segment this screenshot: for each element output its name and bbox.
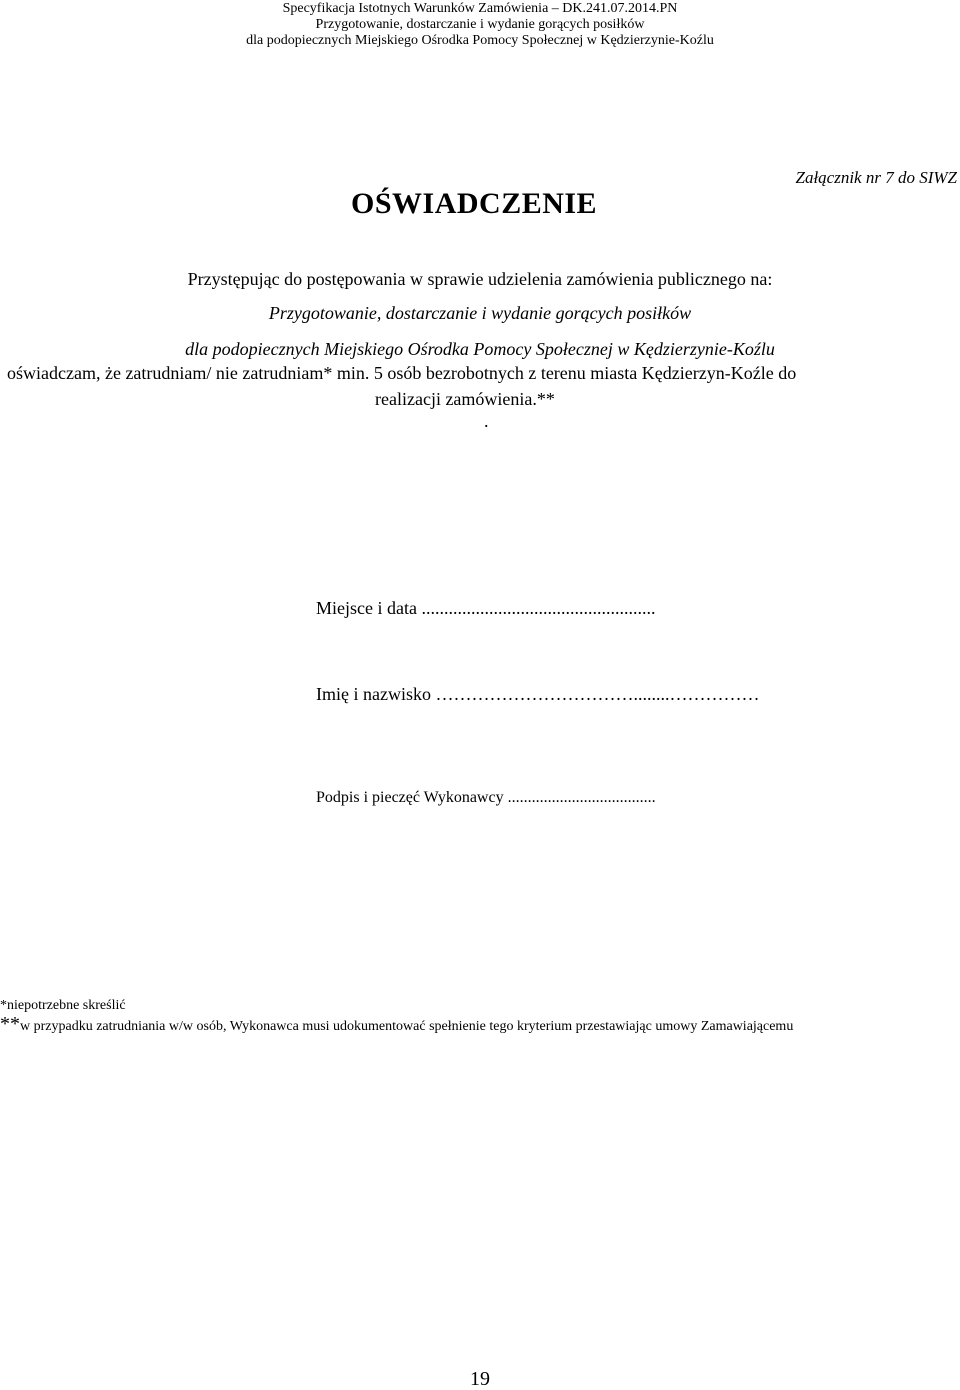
- page-number: 19: [470, 1368, 490, 1390]
- header-line-3: dla podopiecznych Miejskiego Ośrodka Pomocy Społecznej w Kędzierzynie-Koźlu: [246, 33, 714, 48]
- declaration-line-1: oświadczam, że zatrudniam/ nie zatrudniam* min. 5 osób bezrobotnych z terenu miasta Kędzierzyn-Koźle do: [7, 363, 797, 383]
- footnote-1: *niepotrzebne skreślić: [0, 998, 126, 1013]
- footnote-2-text: w przypadku zatrudniania w/w osób, Wykonawca musi udokumentować spełnienie tego kryterium przestawiając umowy Zamawiającemu: [20, 1019, 794, 1034]
- annex-label: Załącznik nr 7 do SIWZ: [795, 168, 957, 187]
- name-field: Imię i nazwisko ……………………………........……………: [316, 684, 760, 704]
- footnote-2: [0, 1013, 794, 1035]
- signature-field: Podpis i pieczęć Wykonawcy .....................................: [316, 789, 656, 806]
- header-line-1: Specyfikacja Istotnych Warunków Zamówienia – DK.241.07.2014.PN: [282, 1, 678, 16]
- declaration-dot: .: [484, 411, 489, 431]
- statement-intro: Przystępując do postępowania w sprawie udzielenia zamówienia publicznego na:: [187, 269, 773, 289]
- place-date-field: Miejsce i data ....................................................: [316, 598, 656, 618]
- declaration-line-2: realizacji zamówienia.**: [375, 389, 555, 409]
- footnote-2-mark: **: [0, 1013, 20, 1035]
- statement-subject-line-2: dla podopiecznych Miejskiego Ośrodka Pomocy Społecznej w Kędzierzynie-Koźlu: [185, 339, 775, 359]
- header-line-2: Przygotowanie, dostarczanie i wydanie gorących posiłków: [315, 17, 645, 32]
- page-title: OŚWIADCZENIE: [351, 187, 598, 220]
- statement-subject-line-1: Przygotowanie, dostarczanie i wydanie gorących posiłków: [268, 303, 692, 323]
